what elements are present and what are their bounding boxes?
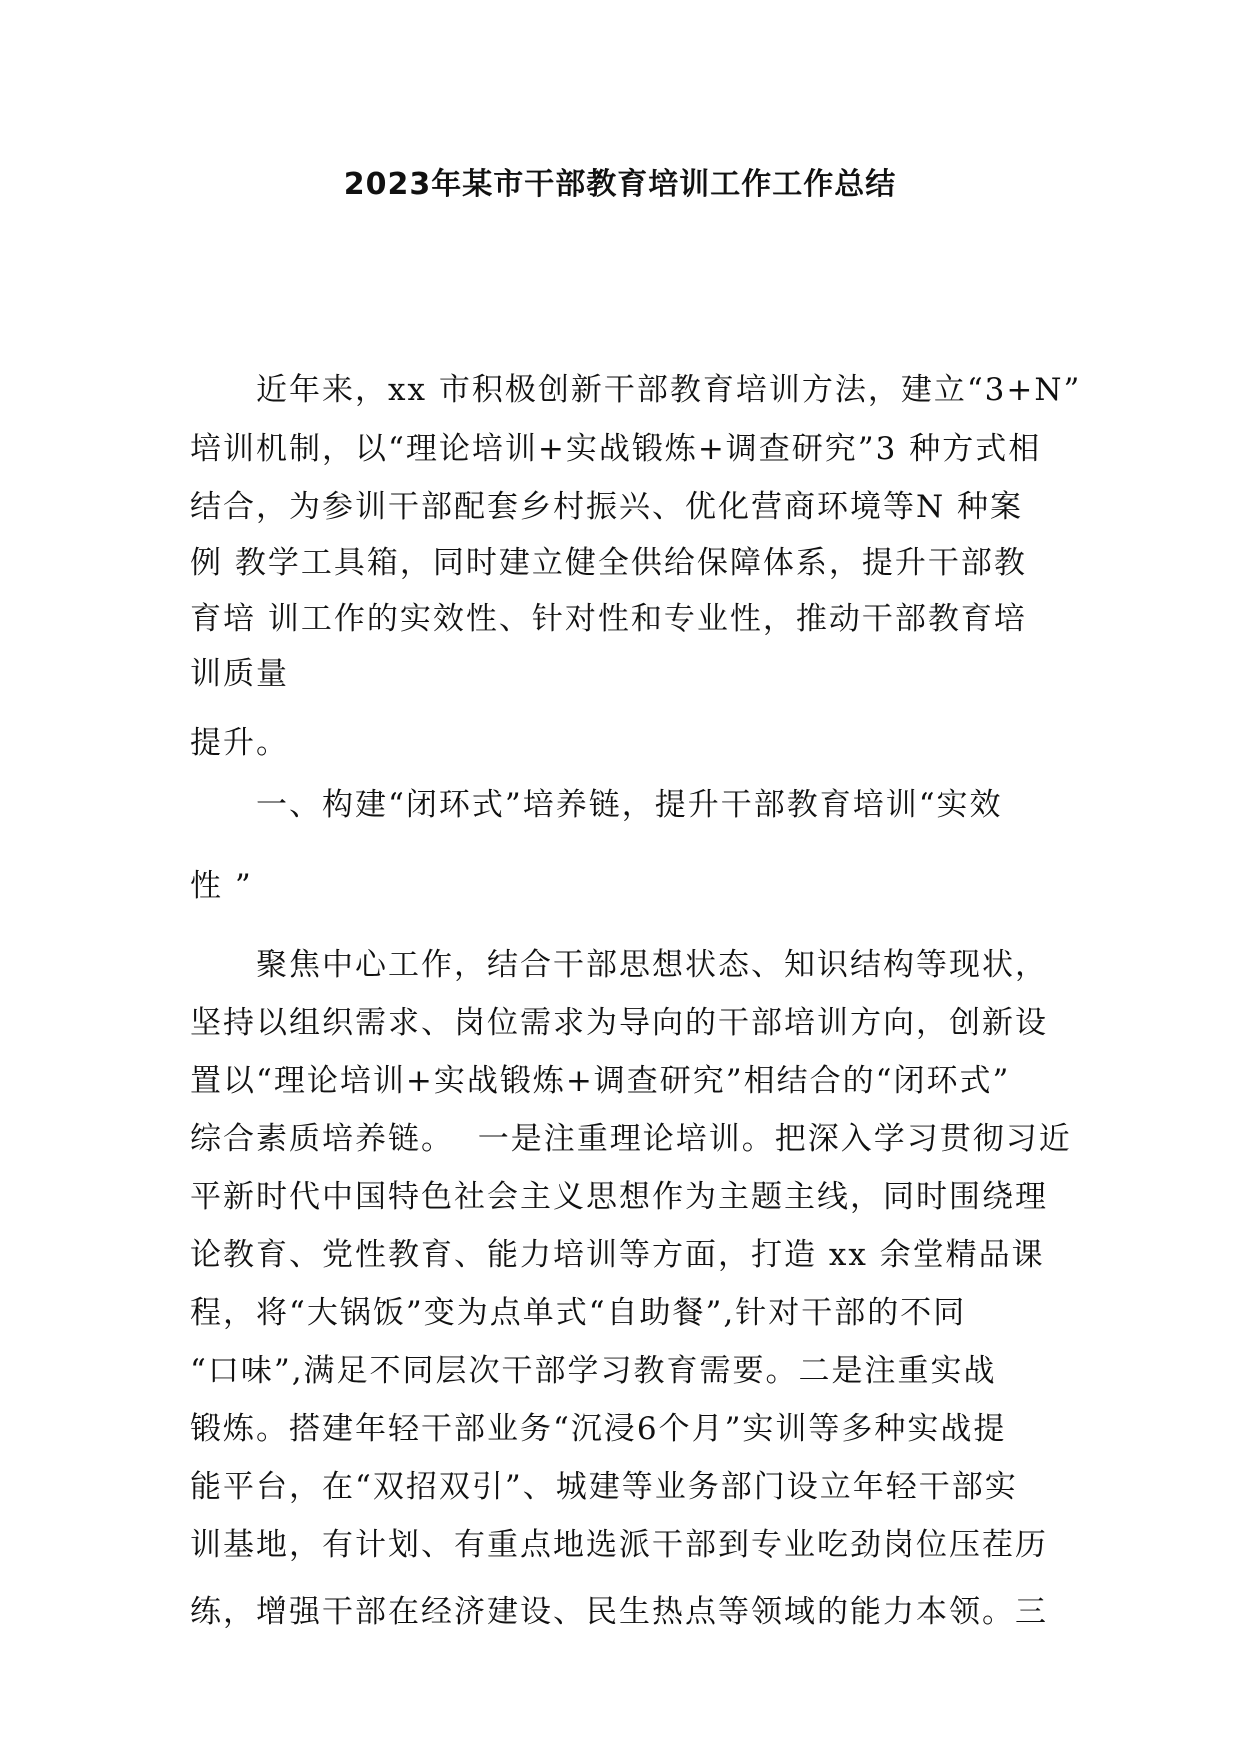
body-line: 训基地，有计划、有重点地选派干部到专业吃劲岗位压茬历 bbox=[190, 1527, 1048, 1563]
section-heading: 一、构建“闭环式”培养链，提升干部教育培训“实效 bbox=[256, 787, 1003, 823]
body-line: “口味”,满足不同层次干部学习教育需要。二是注重实战 bbox=[190, 1353, 997, 1389]
body-line: 提升。 bbox=[190, 725, 289, 761]
body-line: 置以“理论培训+实战锻炼+调查研究”相结合的“闭环式” bbox=[190, 1063, 1011, 1099]
body-line: 坚持以组织需求、岗位需求为导向的干部培训方向，创新设 bbox=[190, 1005, 1048, 1041]
body-line: 近年来，xx 市积极创新干部教育培训方法，建立“3+N” bbox=[256, 372, 1082, 408]
body-line: 练，增强干部在经济建设、民生热点等领域的能力本领。三 bbox=[190, 1594, 1048, 1630]
body-line: 平新时代中国特色社会主义思想作为主题主线，同时围绕理 bbox=[190, 1179, 1048, 1215]
body-line: 训质量 bbox=[190, 656, 289, 692]
body-line: 聚焦中心工作，结合干部思想状态、知识结构等现状， bbox=[256, 947, 1048, 983]
document-title: 2023年某市干部教育培训工作工作总结 bbox=[343, 167, 897, 202]
body-line: 能平台，在“双招双引”、城建等业务部门设立年轻干部实 bbox=[190, 1469, 1018, 1505]
section-heading-cont: 性 ” bbox=[190, 868, 253, 904]
body-line: 培训机制，以“理论培训+实战锻炼+调查研究”3 种方式相 bbox=[190, 431, 1042, 467]
body-line: 例 教学工具箱，同时建立健全供给保障体系，提升干部教 bbox=[190, 545, 1027, 581]
body-line: 育培 训工作的实效性、针对性和专业性，推动干部教育培 bbox=[190, 601, 1027, 637]
body-line: 综合素质培养链。 一是注重理论培训。把深入学习贯彻习近 bbox=[190, 1121, 1072, 1157]
body-line: 程，将“大锅饭”变为点单式“自助餐”,针对干部的不同 bbox=[190, 1295, 967, 1331]
body-line: 锻炼。搭建年轻干部业务“沉浸6个月”实训等多种实战提 bbox=[190, 1411, 1007, 1447]
body-line: 论教育、党性教育、能力培训等方面，打造 xx 余堂精品课 bbox=[190, 1237, 1045, 1273]
body-line: 结合，为参训干部配套乡村振兴、优化营商环境等N 种案 bbox=[190, 489, 1023, 525]
